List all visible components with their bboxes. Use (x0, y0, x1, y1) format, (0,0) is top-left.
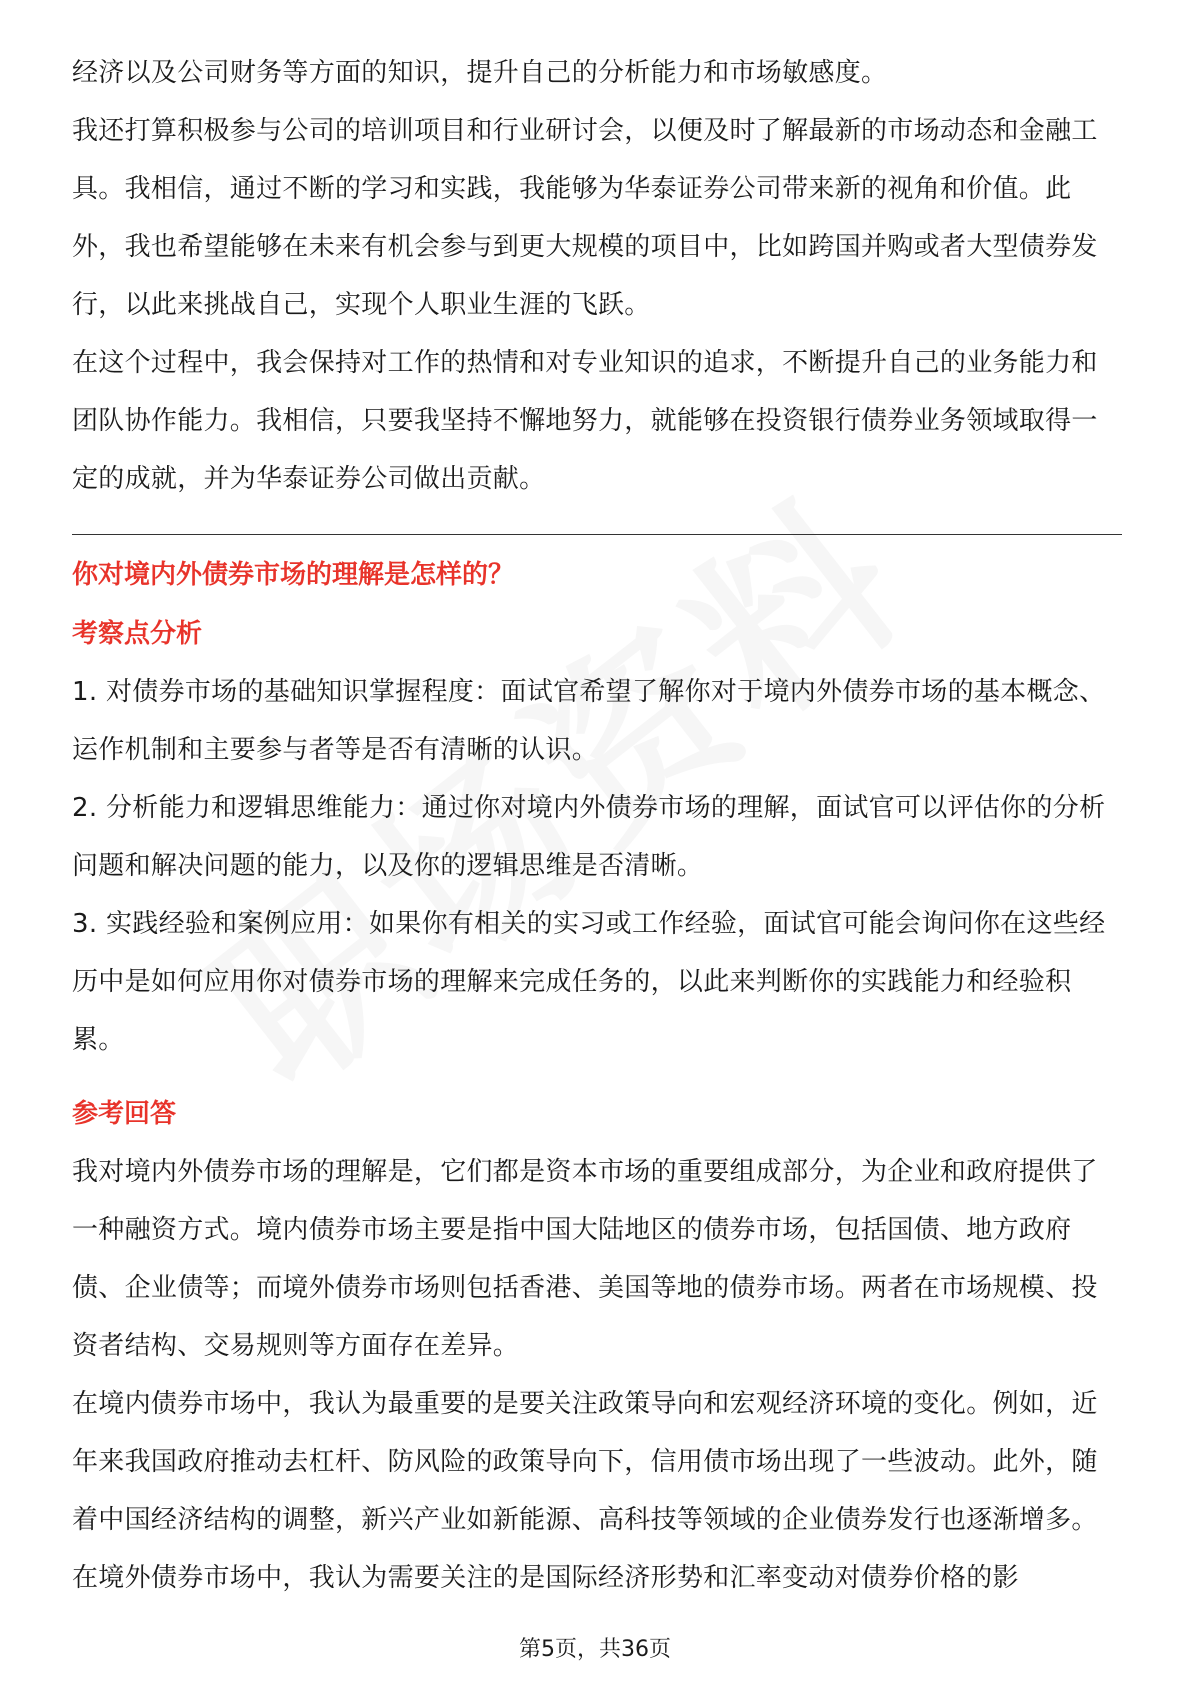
intro-paragraph-1: 经济以及公司财务等方面的知识，提升自己的分析能力和市场敏感度。 (72, 58, 888, 88)
answer-paragraph-3: 在境外债券市场中，我认为需要关注的是国际经济形势和汇率变动对债券价格的影 (72, 1563, 1019, 1593)
answer-paragraph-1: 我对境内外债券市场的理解是，它们都是资本市场的重要组成部分，为企业和政府提供了一种融资方式。境内债券市场主要是指中国大陆地区的债券市场，包括国债、地方政府债、企业债等；而境外债券市场则包括香港、美国等地的债券市场。两者在市场规模、投资者结构、交易规则等方面存在差异。 (72, 1157, 1098, 1361)
intro-paragraph-2: 我还打算积极参与公司的培训项目和行业研讨会，以便及时了解最新的市场动态和金融工具。我相信，通过不断的学习和实践，我能够为华泰证券公司带来新的视角和价值。此外，我也希望能够在未来有机会参与到更大规模的项目中，比如跨国并购或者大型债券发行，以此来挑战自己，实现个人职业生涯的飞跃。 (72, 116, 1098, 320)
analysis-point-2: 2. 分析能力和逻辑思维能力：通过你对境内外债券市场的理解，面试官可以评估你的分析问题和解决问题的能力，以及你的逻辑思维是否清晰。 (72, 793, 1106, 881)
question-title: 你对境内外债券市场的理解是怎样的？ (72, 560, 515, 590)
analysis-point-3: 3. 实践经验和案例应用：如果你有相关的实习或工作经验，面试官可能会询问你在这些经历中是如何应用你对债券市场的理解来完成任务的，以此来判断你的实践能力和经验积累。 (72, 909, 1106, 1055)
section-divider (72, 534, 1122, 535)
page-footer: 第5页，共36页 (519, 1637, 671, 1662)
analysis-heading: 考察点分析 (72, 619, 203, 649)
document-page (72, 44, 1122, 1607)
answer-paragraph-2: 在境内债券市场中，我认为最重要的是要关注政策导向和宏观经济环境的变化。例如，近年来我国政府推动去杠杆、防风险的政策导向下，信用债市场出现了一些波动。此外，随着中国经济结构的调整，新兴产业如新能源、高科技等领域的企业债券发行也逐渐增多。 (72, 1389, 1098, 1535)
answer-heading: 参考回答 (72, 1099, 177, 1129)
analysis-point-1: 1. 对债券市场的基础知识掌握程度：面试官希望了解你对于境内外债券市场的基本概念、运作机制和主要参与者等是否有清晰的认识。 (72, 677, 1106, 765)
intro-paragraph-3: 在这个过程中，我会保持对工作的热情和对专业知识的追求，不断提升自己的业务能力和团队协作能力。我相信，只要我坚持不懈地努力，就能够在投资银行债券业务领域取得一定的成就，并为华泰证券公司做出贡献。 (72, 348, 1098, 494)
